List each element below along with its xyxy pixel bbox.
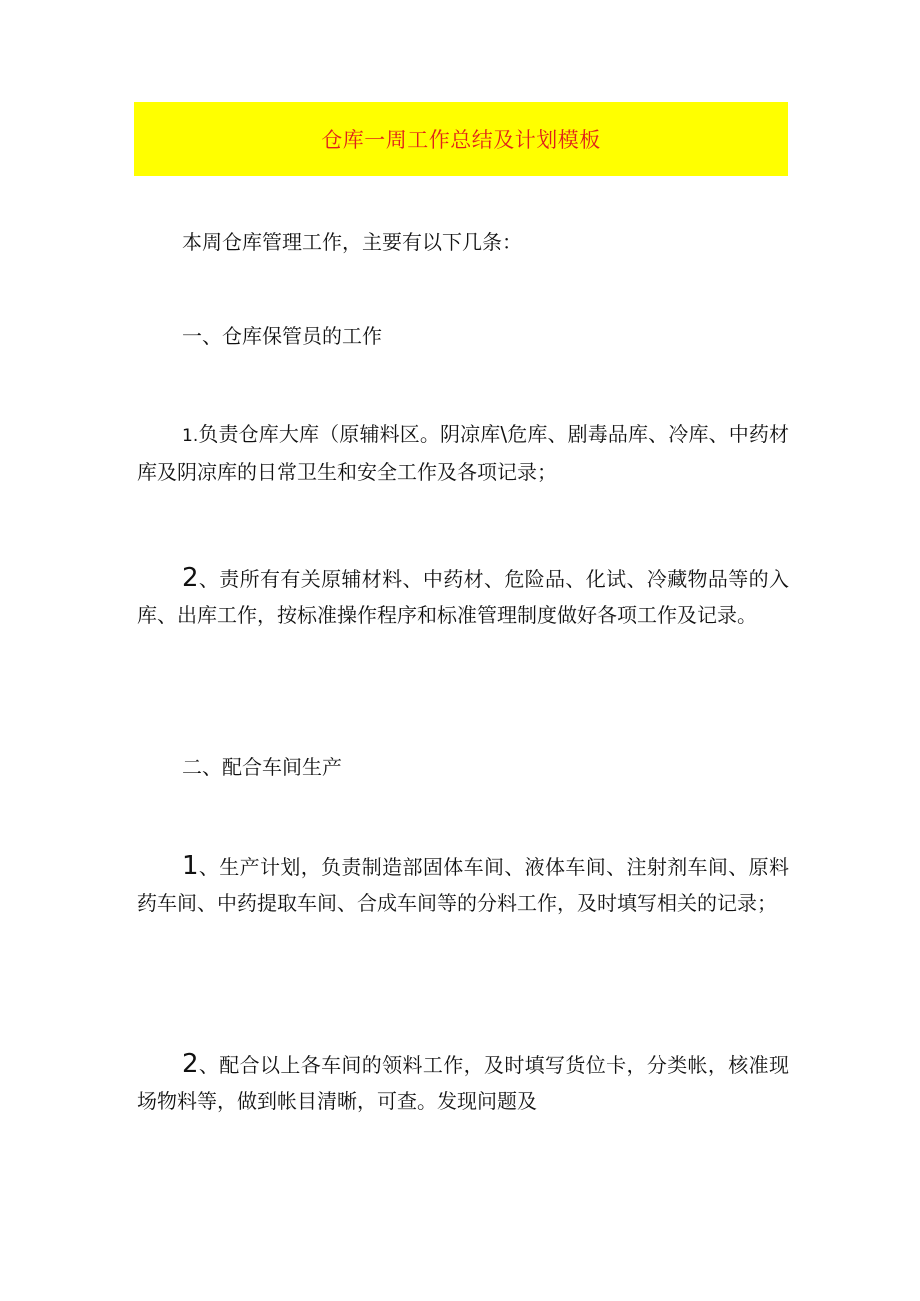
section-2-heading: 二、配合车间生产 xyxy=(182,755,342,779)
item-text: 、配合以上各车间的领料工作，及时填写货位卡，分类帐，核准现场物料等，做到帐目清晰，可查。发现问题及 xyxy=(137,1053,789,1113)
title-banner xyxy=(134,102,788,176)
item-text: 负责仓库大库（原辅料区。阴凉库\危库、剧毒品库、冷库、中药材库及阴凉库的日常卫生和安全工作及各项记录； xyxy=(137,422,789,484)
document-title: 仓库一周工作总结及计划模板 xyxy=(321,128,601,152)
section-1-item-1 xyxy=(137,416,789,490)
item-number: 1 xyxy=(182,851,199,881)
section-2-item-2 xyxy=(137,1046,789,1119)
intro-paragraph: 本周仓库管理工作，主要有以下几条： xyxy=(182,230,522,254)
item-text: 、责所有有关原辅材料、中药材、危险品、化试、冷藏物品等的入库、出库工作，按标准操作程序和标准管理制度做好各项工作及记录。 xyxy=(137,567,789,627)
item-number: 2 xyxy=(182,1049,199,1079)
section-2-item-1 xyxy=(137,848,789,921)
item-number: 2 xyxy=(182,563,199,593)
item-text: 、生产计划，负责制造部固体车间、液体车间、注射剂车间、原料药车间、中药提取车间、合成车间等的分料工作，及时填写相关的记录； xyxy=(137,855,789,915)
section-1-heading: 一、仓库保管员的工作 xyxy=(182,324,382,348)
section-1-item-2 xyxy=(137,560,789,633)
item-number: 1. xyxy=(182,426,199,446)
